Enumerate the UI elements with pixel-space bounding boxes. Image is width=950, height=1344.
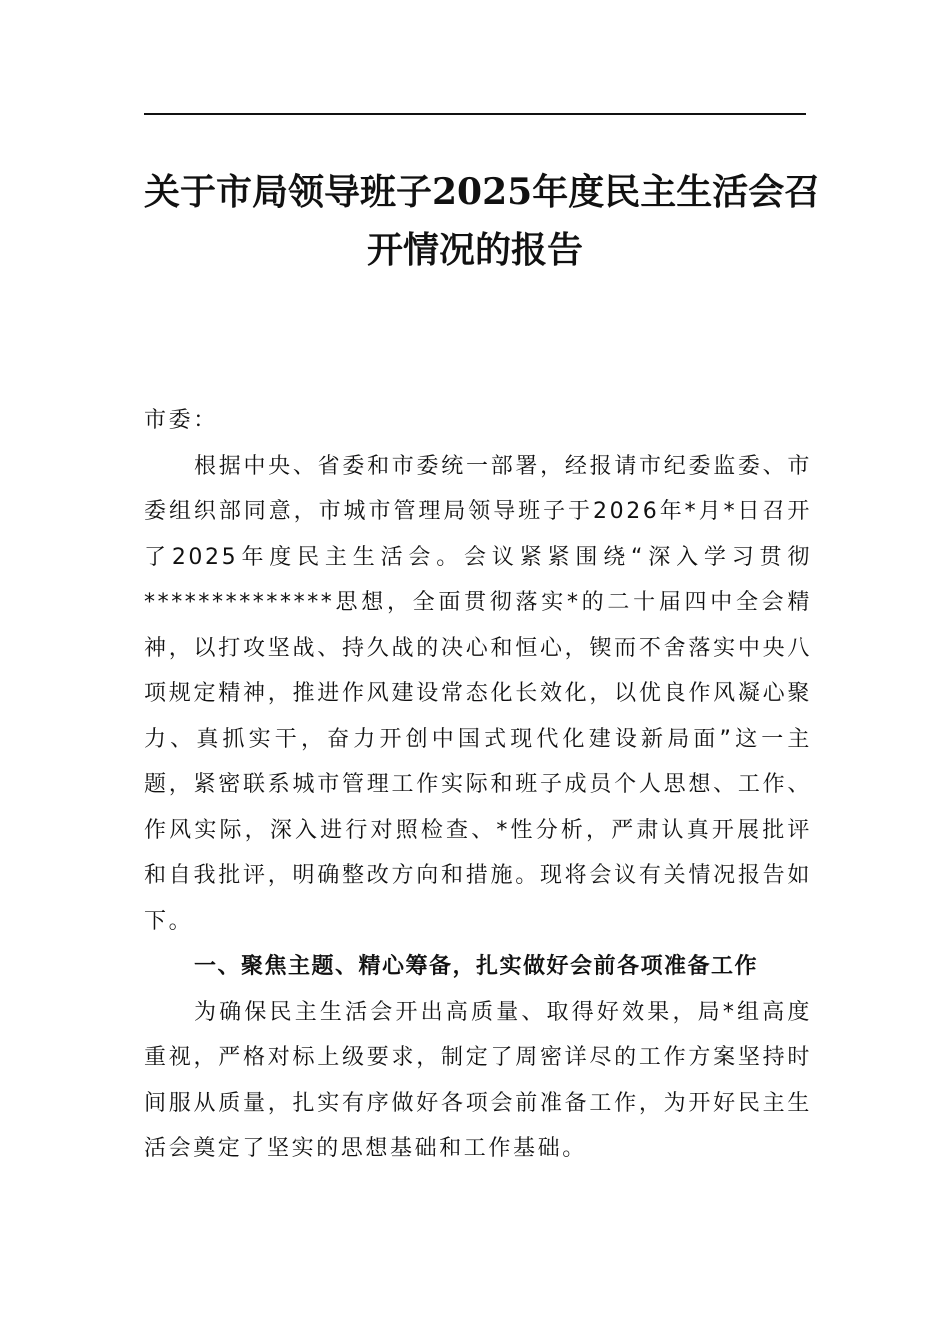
header-rule <box>144 113 806 115</box>
salutation: 市委： <box>144 408 218 433</box>
section-heading-1: 一、聚焦主题、精心筹备，扎实做好会前各项准备工作 <box>194 954 759 979</box>
paragraph-intro: 根据中央、省委和市委统一部署，经报请市纪委监委、市委组织部同意，市城市管理局领导班子于2026年*月*日召开了2025年度民主生活会。会议紧紧围绕“深入学习贯彻**************思想，全面贯彻落实*的二十届四中全会精神，以打攻坚战、持久战的决心和恒心，锲而不舍落实中央八项规定精神，推进作风建设常态化长效化，以优良作风凝心聚力、真抓实干，奋力开创中国式现代化建设新局面”这一主题，紧密联系城市管理工作实际和班子成员个人思想、工作、作风实际，深入进行对照检查、*性分析，严肃认真开展批评和自我批评，明确整改方向和措施。现将会议有关情况报告如下。 <box>144 453 812 934</box>
title-line-1: 关于市局领导班子2025年度民主生活会召 <box>144 171 821 213</box>
title-line-2: 开情况的报告 <box>366 229 583 271</box>
paragraph-preparation: 为确保民主生活会开出高质量、取得好效果，局*组高度重视，严格对标上级要求，制定了周密详尽的工作方案坚持时间服从质量，扎实有序做好各项会前准备工作，为开好民主生活会奠定了坚实的思想基础和工作基础。 <box>144 999 812 1161</box>
document-body <box>144 398 812 1172</box>
document-title <box>144 163 821 279</box>
